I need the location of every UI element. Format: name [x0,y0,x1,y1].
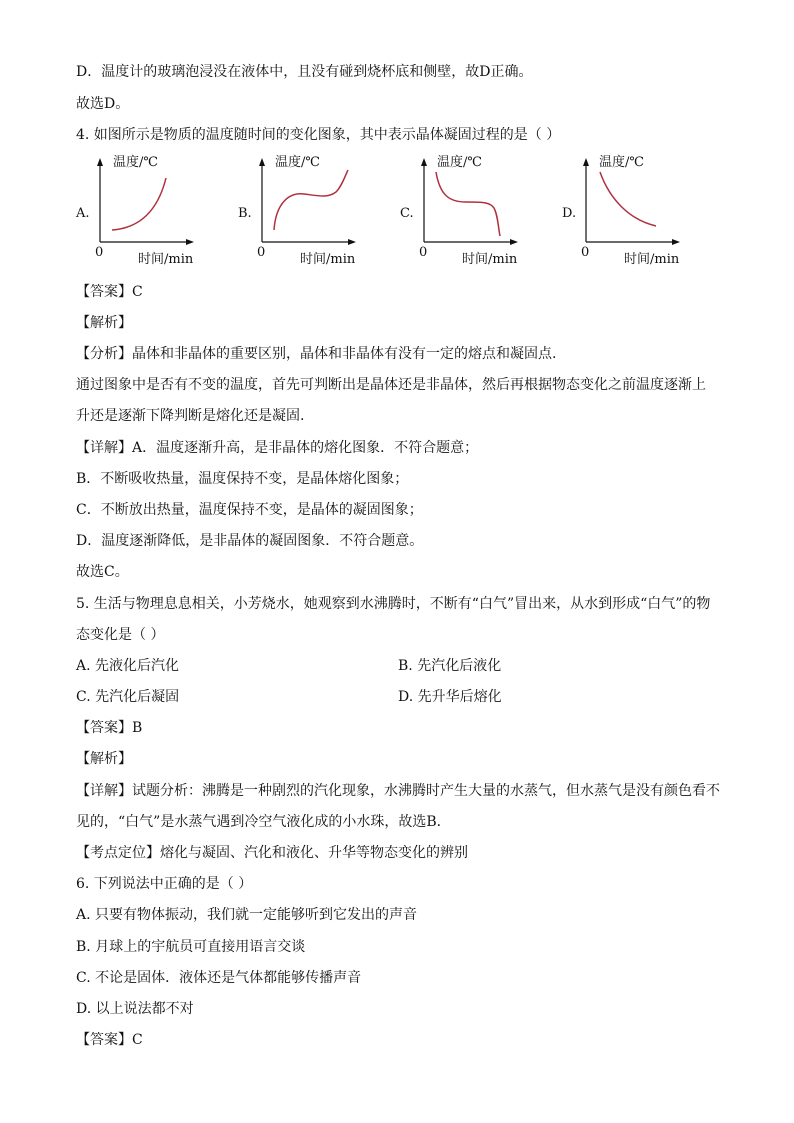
q5-option-a: A. 先液化后汽化 [76,658,180,674]
graph-y-label: 温度/℃ [599,155,644,170]
graph-y-label: 温度/℃ [113,155,158,170]
q6-option-a: A. 只要有物体振动，我们就一定能够听到它发出的声音 [76,907,418,923]
x-axis-arrow [510,239,518,245]
question-6: 6. 下列说法中正确的是（ ） [76,876,253,892]
graph-option-b [232,150,382,272]
text-line: D．温度逐渐降低，是非晶体的凝固图象．不符合题意。 [76,533,424,549]
text-line: 【分析】晶体和非晶体的重要区别，晶体和非晶体有没有一定的熔点和凝固点. [76,346,557,362]
text-line: C．不断放出热量，温度保持不变，是晶体的凝固图象； [76,502,423,518]
graph-origin: 0 [419,245,428,260]
q5-option-b: B. 先汽化后液化 [398,658,502,674]
graph-option-a [70,150,220,272]
text-line: 【详解】试题分析：沸腾是一种剧烈的汽化现象，水沸腾时产生大量的水蒸气，但水蒸气是没有颜色看不 [76,783,720,799]
graph-origin: 0 [95,245,104,260]
q4-graph-options [70,150,720,272]
x-axis-arrow [672,239,680,245]
q6-option-b: B. 月球上的宇航员可直接用语言交谈 [76,939,306,955]
text-line: D．温度计的玻璃泡浸没在液体中，且没有碰到烧杯底和侧壁，故D正确。 [76,64,533,80]
text-line: 见的，“白气”是水蒸气遇到冷空气液化成的小水珠，故选B． [76,814,451,830]
question-5-cont: 态变化是（ ） [76,627,165,643]
text-line: 【详解】A．温度逐渐升高，是非晶体的熔化图象．不符合题意； [76,440,479,456]
analysis-label: 【解析】 [76,315,132,331]
answer-label: 【答案】C [76,1032,143,1048]
answer-label: 【答案】C [76,284,143,300]
answer-label: 【答案】B [76,720,143,736]
graph-letter: B. [238,206,252,221]
x-axis-arrow [186,239,194,245]
temperature-curve [436,172,500,236]
analysis-label: 【解析】 [76,751,132,767]
text-line: 升还是逐渐下降判断是熔化还是凝固. [76,408,305,424]
graph-c-figure [394,150,544,272]
graph-letter: C. [400,206,414,221]
graph-origin: 0 [581,245,590,260]
graph-x-label: 时间/min [624,252,680,267]
graph-letter: D. [562,206,577,221]
graph-option-d [556,150,706,272]
temperature-curve [112,178,166,230]
q6-option-c: C. 不论是固体．液体还是气体都能够传播声音 [76,970,362,986]
graph-option-c [394,150,544,272]
graph-letter: A. [76,206,90,221]
text-line: 通过图象中是否有不变的温度，首先可判断出是晶体还是非晶体，然后再根据物态变化之前温度逐渐上 [76,377,706,393]
x-axis-arrow [348,239,356,245]
y-axis-arrow [259,158,265,166]
graph-x-label: 时间/min [462,252,518,267]
text-line: 故选D。 [76,96,130,112]
text-line: 故选C。 [76,564,129,580]
graph-x-label: 时间/min [138,252,194,267]
graph-d-figure [556,150,706,272]
temperature-curve [274,170,348,230]
text-line: B．不断吸收热量，温度保持不变，是晶体熔化图象； [76,471,409,487]
q5-option-d: D. 先升华后熔化 [398,689,502,705]
graph-a-figure [70,150,220,272]
y-axis-arrow [97,158,103,166]
y-axis-arrow [421,158,427,166]
text-line: 【考点定位】熔化与凝固、汽化和液化、升华等物态变化的辨别 [76,845,468,861]
graph-x-label: 时间/min [300,252,356,267]
graph-b-figure [232,150,382,272]
q6-option-d: D. 以上说法都不对 [76,1001,194,1017]
graph-y-label: 温度/℃ [275,155,320,170]
q5-option-c: C. 先汽化后凝固 [76,689,180,705]
graph-origin: 0 [257,245,266,260]
question-5: 5. 生活与物理息息相关，小芳烧水，她观察到水沸腾时，不断有“白气”冒出来，从水到形成“白气”的物 [76,596,711,612]
y-axis-arrow [583,158,589,166]
temperature-curve [600,172,656,226]
question-4: 4. 如图所示是物质的温度随时间的变化图象，其中表示晶体凝固过程的是（ ） [76,127,561,143]
graph-y-label: 温度/℃ [437,155,482,170]
